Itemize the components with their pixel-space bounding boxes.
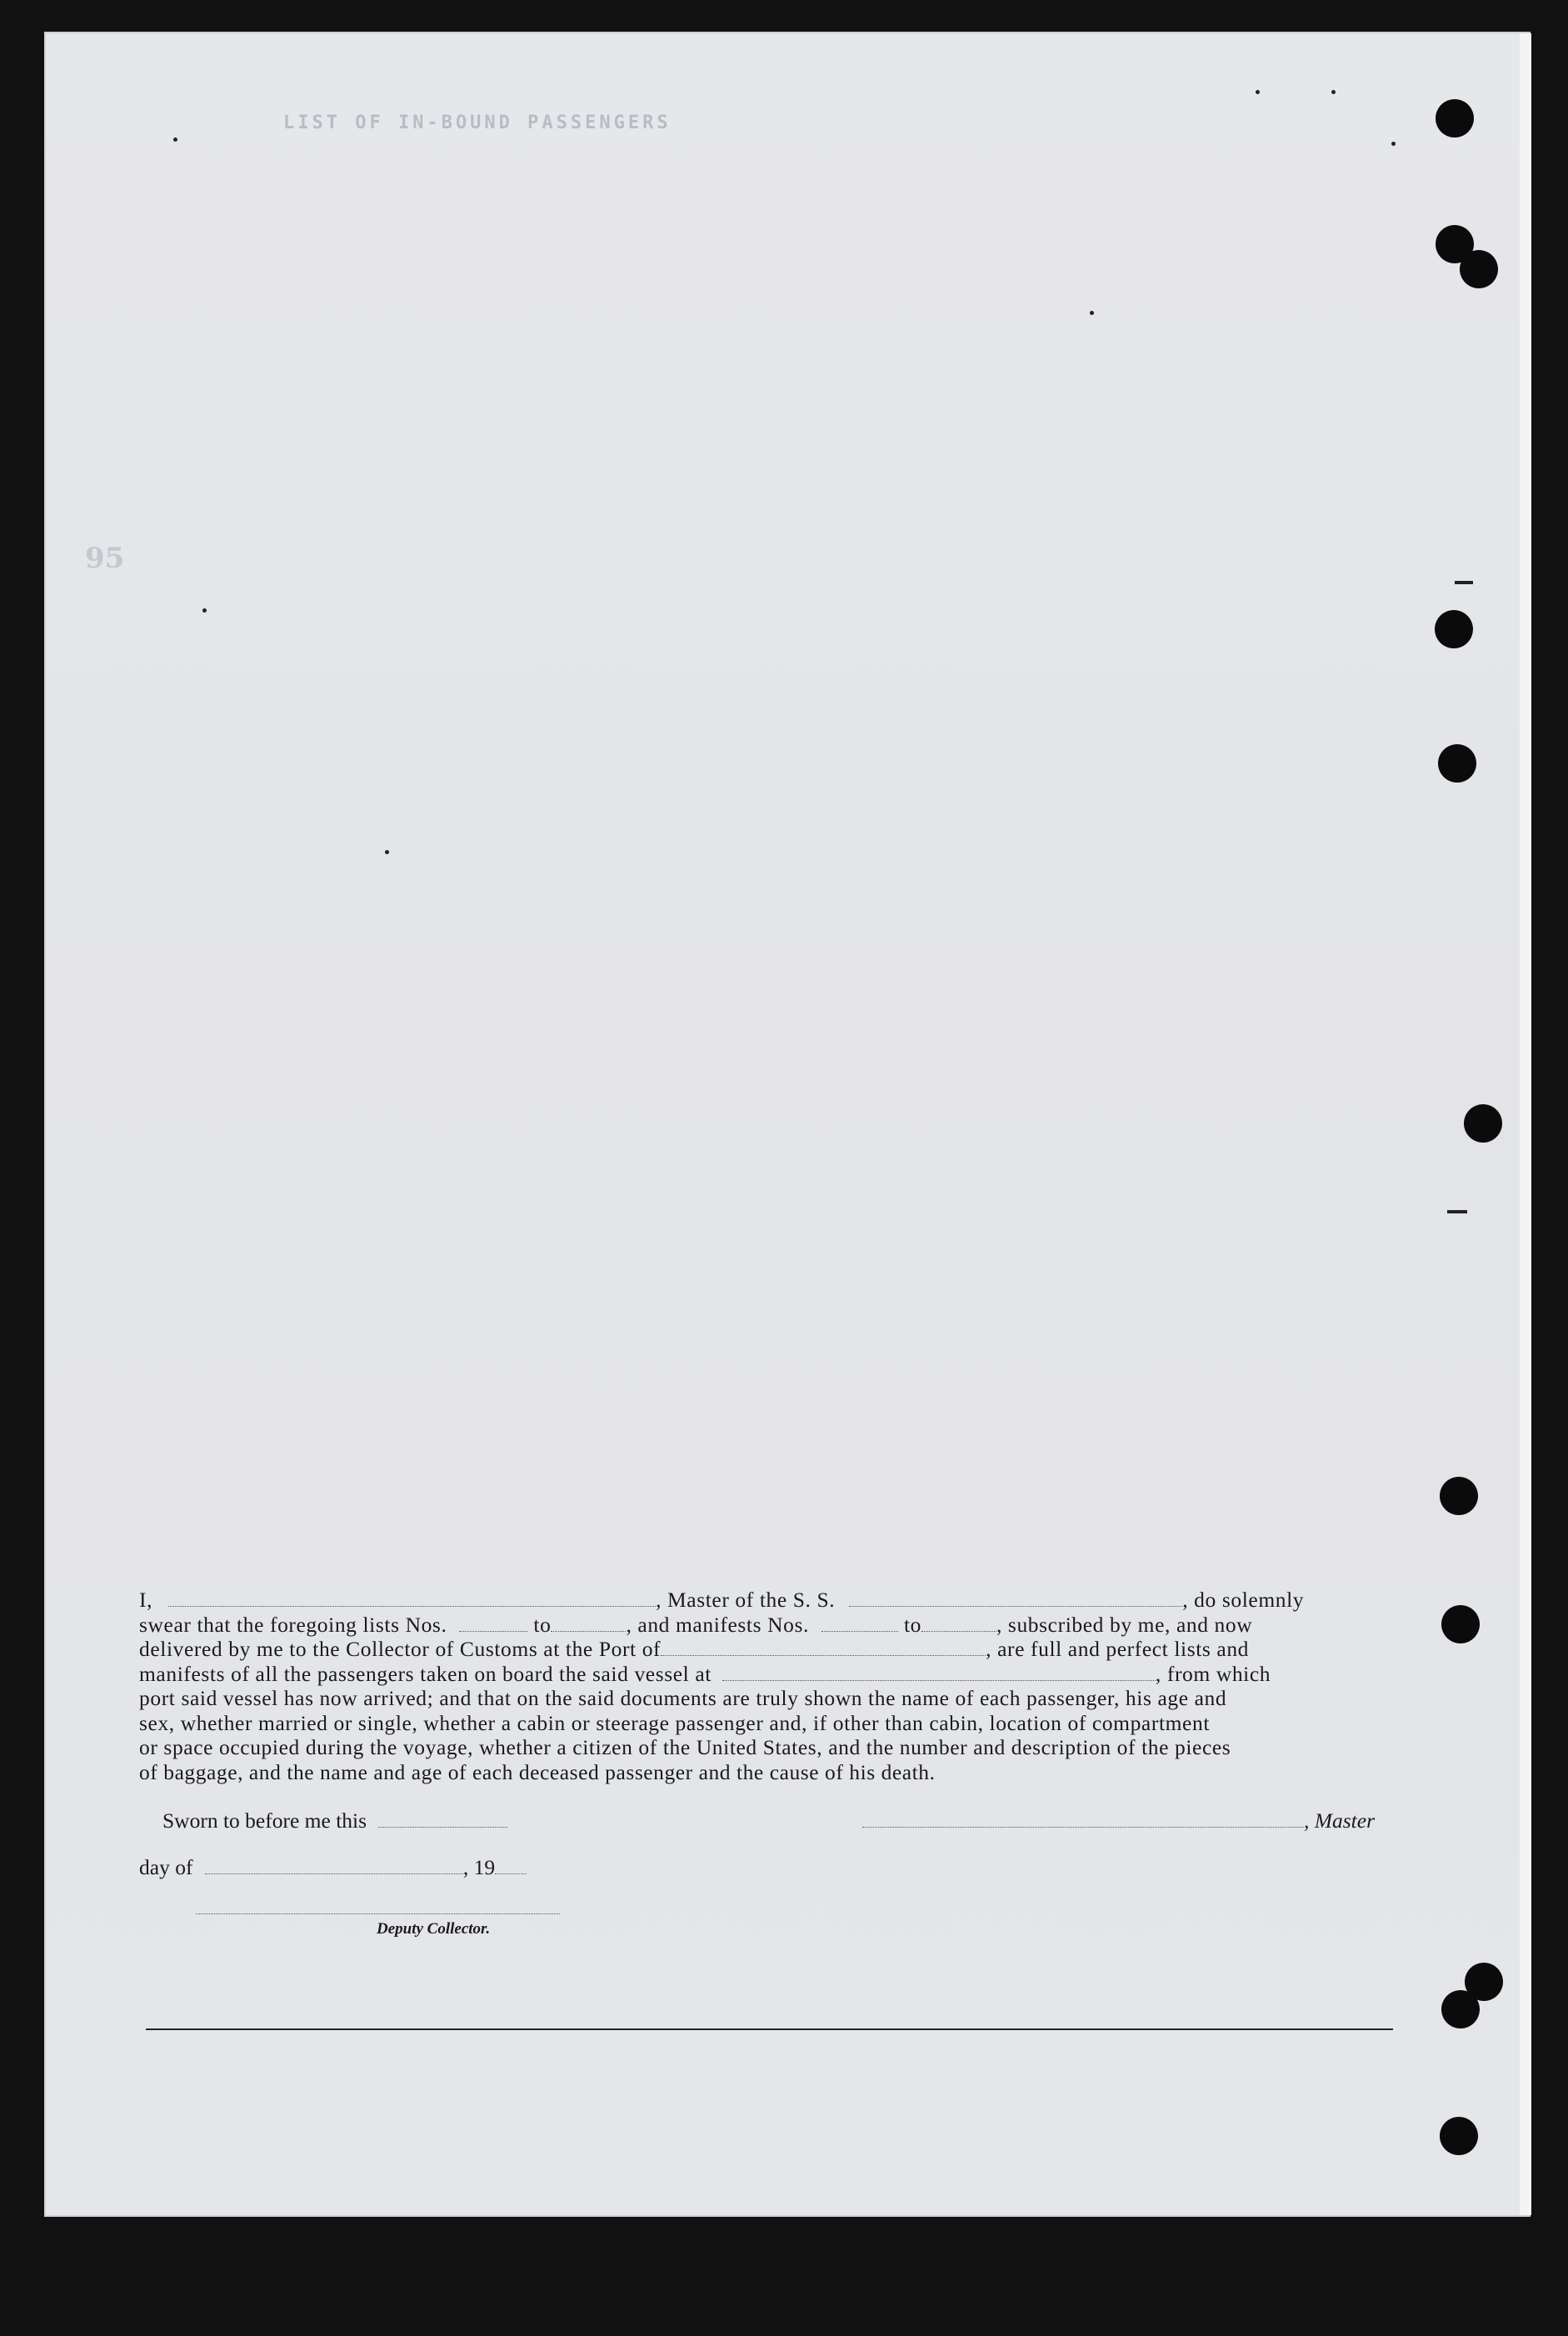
manifests-from-blank	[821, 1616, 898, 1632]
speck	[202, 608, 207, 613]
deputy-collector-label: Deputy Collector.	[377, 1920, 491, 1938]
oath-line-6: sex, whether married or single, whether a cabin or steerage passenger and, if other than cabin, location of compartment	[139, 1710, 1211, 1735]
oath-text: , from which	[1155, 1661, 1271, 1686]
oath-text: swear that the foregoing lists Nos.	[139, 1612, 447, 1637]
lists-to-blank	[551, 1616, 626, 1632]
oath-text: delivered by me to the Collector of Customs at the Port of	[139, 1637, 662, 1661]
punch-hole	[1435, 610, 1473, 648]
oath-text: , are full and perfect lists and	[986, 1637, 1250, 1661]
oath-text: , do solemnly	[1182, 1588, 1305, 1612]
oath-line-7: or space occupied during the voyage, whether a citizen of the United States, and the number and description of the pieces	[139, 1735, 1231, 1759]
oath-paragraph	[139, 1588, 1392, 1784]
oath-line-2	[139, 1613, 1392, 1638]
punch-hole	[1464, 1104, 1502, 1143]
punch-hole	[1441, 1605, 1480, 1643]
page-edge	[1520, 33, 1531, 2215]
margin-mark	[1447, 1210, 1467, 1213]
punch-hole	[1441, 1990, 1480, 2028]
oath-line-8: of baggage, and the name and age of each deceased passenger and the cause of his death.	[139, 1759, 936, 1784]
sworn-day-blank	[378, 1812, 507, 1828]
master-signature-row	[862, 1808, 1375, 1833]
port-blank	[661, 1640, 986, 1656]
punch-hole	[1436, 99, 1474, 138]
day-of-row	[139, 1855, 527, 1880]
speck	[385, 850, 389, 854]
oath-line-1	[139, 1588, 1392, 1613]
speck	[1391, 142, 1396, 146]
lists-from-blank	[459, 1616, 527, 1632]
oath-text: , and manifests Nos.	[626, 1612, 809, 1637]
year-prefix: , 19	[462, 1855, 496, 1879]
faint-page-mark: 95	[85, 542, 125, 575]
punch-hole	[1440, 1477, 1478, 1515]
oath-text: , subscribed by me, and now	[996, 1612, 1253, 1637]
oath-line-4	[139, 1662, 1392, 1687]
speck	[1331, 90, 1336, 94]
sworn-text: Sworn to before me this	[162, 1808, 367, 1833]
sworn-row	[162, 1808, 507, 1833]
punch-hole	[1460, 250, 1498, 288]
master-name-blank	[168, 1591, 656, 1607]
speck	[173, 138, 177, 142]
punch-hole	[1440, 2117, 1478, 2155]
faint-bleed-through-title: LIST OF IN-BOUND PASSENGERS	[283, 113, 672, 133]
oath-text: manifests of all the passengers taken on board the said vessel at	[139, 1661, 712, 1686]
ship-name-blank	[849, 1591, 1182, 1607]
manifests-to-blank	[921, 1616, 996, 1632]
speck	[1090, 311, 1094, 315]
deputy-signature-blank	[196, 1898, 560, 1914]
bottom-rule	[146, 2028, 1393, 2030]
oath-text: to	[533, 1612, 552, 1637]
margin-mark	[1455, 581, 1473, 584]
master-signature-blank	[862, 1812, 1304, 1828]
punch-hole	[1438, 744, 1476, 783]
oath-line-5: port said vessel has now arrived; and that on the said documents are truly shown the name of each passenger, his age and	[139, 1686, 1227, 1710]
day-of-text: day of	[139, 1855, 193, 1879]
oath-line-3	[139, 1637, 1392, 1662]
speck	[1256, 90, 1260, 94]
master-label: , Master	[1304, 1808, 1375, 1833]
year-blank	[495, 1858, 527, 1874]
document-page	[46, 33, 1529, 2215]
month-blank	[205, 1858, 463, 1874]
departure-port-blank	[722, 1665, 1156, 1681]
oath-text: I,	[139, 1588, 153, 1612]
oath-text: to	[903, 1612, 921, 1637]
deputy-signature-row	[196, 1895, 560, 1920]
oath-text: , Master of the S. S.	[656, 1588, 836, 1612]
